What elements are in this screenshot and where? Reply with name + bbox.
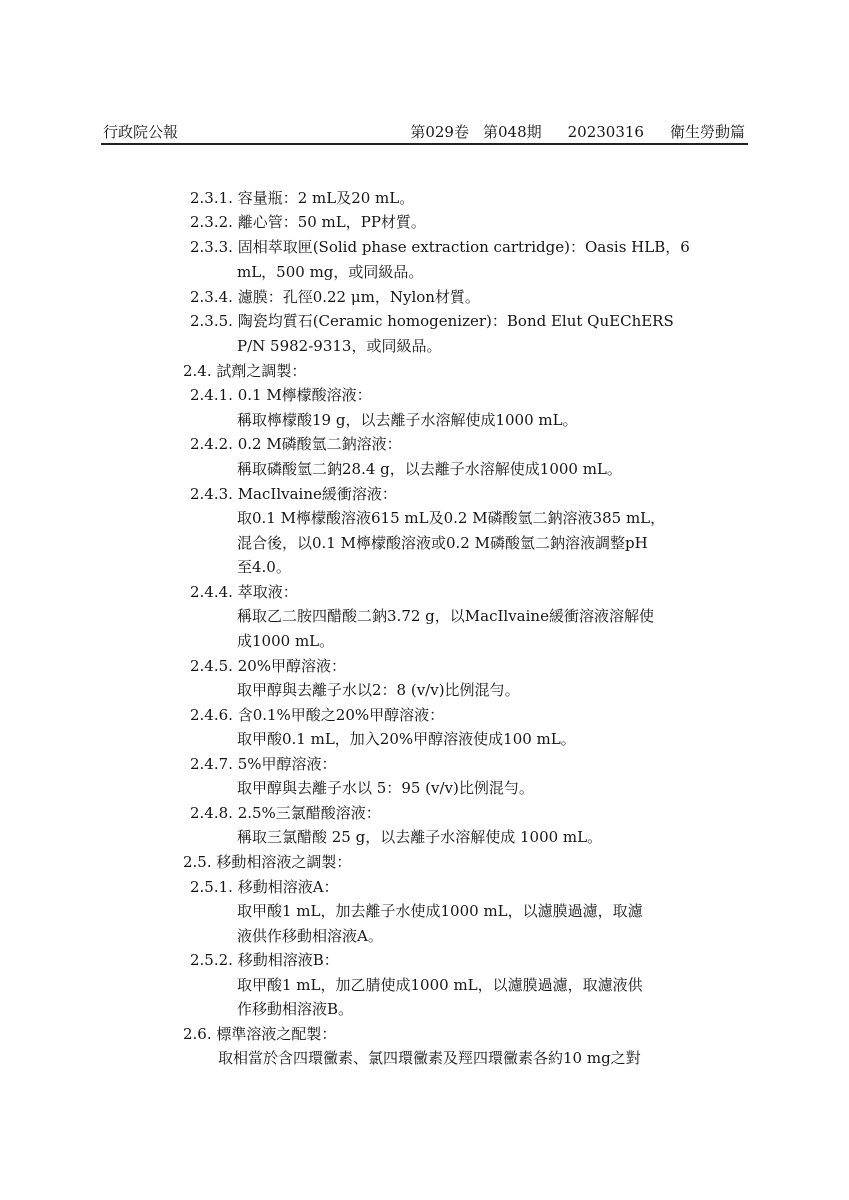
section-name: 衛生勞動篇 [669,123,745,141]
text-line: 成1000 mL。 [237,632,335,650]
text-line: 稱取三氯醋酸 25 g，以去離子水溶解使成 1000 mL。 [237,828,603,846]
text-line: 稱取磷酸氫二鈉28.4 g，以去離子水溶解使成1000 mL。 [237,460,622,478]
text-line: 至4.0。 [237,558,291,576]
text-line: 2.4.1. 0.1 M檸檬酸溶液： [190,386,372,404]
text-line: P/N 5982-9313，或同級品。 [237,337,442,355]
issue-date: 20230316 [567,123,644,141]
text-line: 2.4.4. 萃取液： [190,583,298,601]
text-line: 2.4.8. 2.5%三氯醋酸溶液： [190,804,381,822]
text-line: 取甲酸0.1 mL，加入20%甲醇溶液使成100 mL。 [237,730,576,748]
text-line: 取相當於含四環黴素、氯四環黴素及羥四環黴素各約10 mg之對 [218,1049,641,1067]
text-line: 2.3.4. 濾膜：孔徑0.22 μm，Nylon材質。 [190,288,480,306]
text-line: 2.3.1. 容量瓶：2 mL及20 mL。 [190,189,415,207]
text-line: 混合後，以0.1 M檸檬酸溶液或0.2 M磷酸氫二鈉溶液調整pH [237,534,648,552]
text-line: mL，500 mg，或同級品。 [237,263,424,281]
text-line: 2.4.2. 0.2 M磷酸氫二鈉溶液： [190,435,402,453]
text-line: 稱取檸檬酸19 g，以去離子水溶解使成1000 mL。 [237,411,578,429]
text-line: 取甲醇與去離子水以2：8 (v/v)比例混勻。 [237,681,520,699]
text-line: 2.4.6. 含0.1%甲酸之20%甲醇溶液： [190,706,445,724]
issue-number: 第048期 [482,123,542,141]
text-line: 2.4.5. 20%甲醇溶液： [190,657,347,675]
text-line: 液供作移動相溶液A。 [237,927,383,945]
volume-number: 第029卷 [410,123,469,141]
text-line: 取甲酸1 mL，加乙腈使成1000 mL，以濾膜過濾，取濾液供 [237,976,643,994]
section-heading: 2.6. 標準溶液之配製： [183,1025,337,1043]
text-line: 2.3.5. 陶瓷均質石(Ceramic homogenizer)：Bond Elut QuEChERS [190,312,674,330]
section-heading: 2.5. 移動相溶液之調製： [183,853,352,871]
header-rule [101,143,748,145]
text-line: 2.5.2. 移動相溶液B： [190,951,339,969]
text-line: 2.3.2. 離心管：50 mL，PP材質。 [190,213,426,231]
text-line: 取甲醇與去離子水以 5：95 (v/v)比例混勻。 [237,779,534,797]
text-line: 取甲酸1 mL，加去離子水使成1000 mL，以濾膜過濾，取濾 [237,902,643,920]
publication-title: 行政院公報 [103,123,179,141]
text-line: 2.4.3. MacIlvaine緩衝溶液： [190,485,397,503]
section-heading: 2.4. 試劑之調製： [183,362,307,380]
text-line: 作移動相溶液B。 [237,1000,354,1018]
issue-info [410,121,745,142]
text-line: 2.5.1. 移動相溶液A： [190,878,339,896]
text-line: 2.3.3. 固相萃取匣(Solid phase extraction cartridge)：Oasis HLB，6 [190,238,690,256]
text-line: 2.4.7. 5%甲醇溶液： [190,755,337,773]
text-line: 取0.1 M檸檬酸溶液615 mL及0.2 M磷酸氫二鈉溶液385 mL， [237,509,666,527]
text-line: 稱取乙二胺四醋酸二鈉3.72 g，以MacIlvaine緩衝溶液溶解使 [237,607,654,625]
